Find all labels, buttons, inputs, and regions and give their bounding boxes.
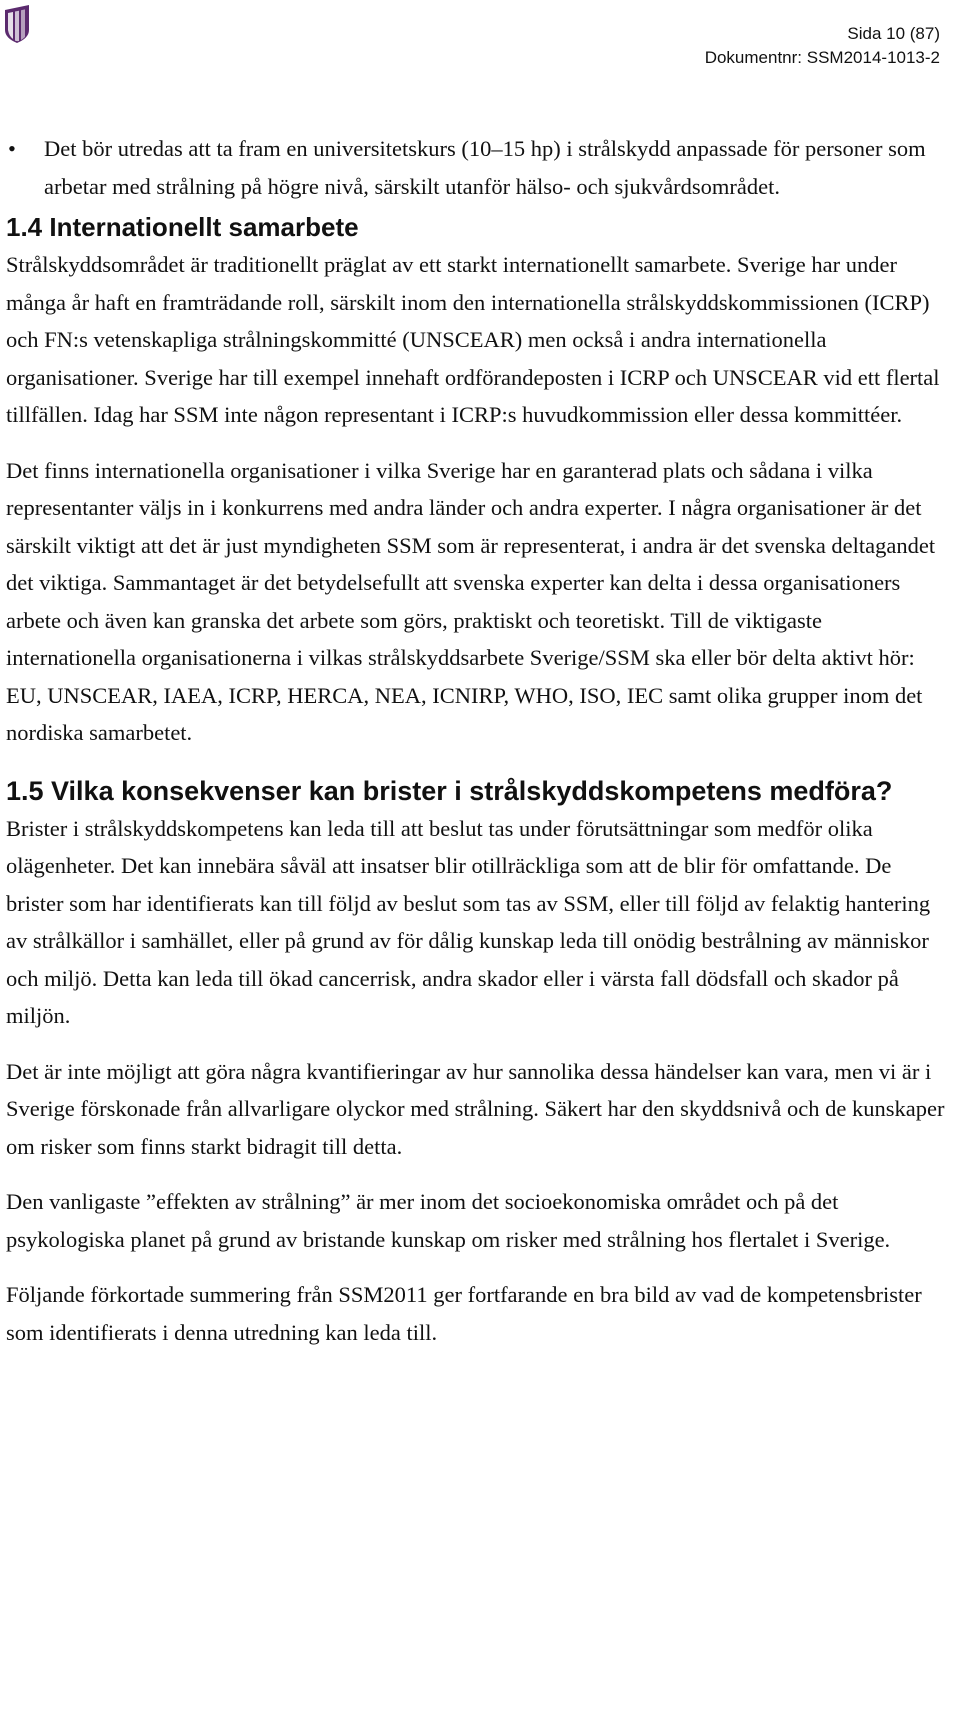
section-heading-1-4: 1.4 Internationellt samarbete <box>6 212 359 242</box>
paragraph: Brister i strålskyddskompetens kan leda till att beslut tas under förutsättningar som medför olika olägenheter. Det kan innebära såväl att insatser blir otillräckliga som att de blir för omfattande. De brister som har identifierats kan till följd av beslut som tas av SSM, eller till följd av felaktig hantering av strålkällor i samhället, eller på grund av för dålig kunskap leda till onödig bestrålning av människor och miljö. Detta kan leda till ökad cancerrisk, andra skador eller i värsta fall dödsfall och skador på miljön. <box>6 815 931 1028</box>
section-heading-1-5: 1.5 Vilka konsekvenser kan brister i strålskyddskompetens medföra? <box>6 775 893 806</box>
bullet-text: Det bör utredas att ta fram en universitetskurs (10–15 hp) i strålskydd anpassade för personer som arbetar med strålning på högre nivå, särskilt utanför hälso- och sjukvårdsområdet. <box>44 136 926 199</box>
ssm-logo-icon <box>4 4 30 44</box>
document-body <box>6 130 946 1351</box>
page-header <box>705 22 940 70</box>
document-number: Dokumentnr: SSM2014-1013-2 <box>704 48 940 67</box>
paragraph: Det är inte möjligt att göra några kvantifieringar av hur sannolika dessa händelser kan vara, men vi är i Sverige förskonade från allvarligare olyckor med strålning. Säkert har den skyddsnivå och de kunskaper om risker som finns starkt bidragit till detta. <box>6 1058 945 1159</box>
bullet-list-item <box>6 130 946 205</box>
paragraph: Det finns internationella organisationer i vilka Sverige har en garanterad plats och sådana i vilka representanter väljs in i konkurrens med andra länder och andra experter. I några organisationer är det särskilt viktigt att det är just myndigheten SSM som är representerat, i andra är det svenska deltagandet det viktiga. Sammantaget är det betydelsefullt att svenska experter kan delta i dessa organisationers arbete och även kan granska det arbete som görs, praktiskt och teoretiskt. Till de viktigaste internationella organisationerna i vilkas strålskyddsarbete Sverige/SSM ska eller bör delta aktivt hör: EU, UNSCEAR, IAEA, ICRP, HERCA, NEA, ICNIRP, WHO, ISO, IEC samt olika grupper inom det nordiska samarbetet. <box>6 457 936 745</box>
paragraph: Följande förkortade summering från SSM2011 ger fortfarande en bra bild av vad de kompetensbrister som identifierats i denna utredning kan leda till. <box>6 1282 922 1345</box>
paragraph: Strålskyddsområdet är traditionellt präglat av ett starkt internationellt samarbete. Sverige har under många år haft en framträdande roll, särskilt inom den internationella strålskyddskommissionen (ICRP) och FN:s vetenskapliga strålningskommitté (UNSCEAR) men också i andra internationella organisationer. Sverige har till exempel innehaft ordförandeposten i ICRP och UNSCEAR vid ett flertal tillfällen. Idag har SSM inte någon representant i ICRP:s huvudkommission eller dessa kommittéer. <box>6 252 940 427</box>
bullet-icon: • <box>8 136 16 161</box>
page-number: Sida 10 (87) <box>847 24 940 43</box>
paragraph: Den vanligaste ”effekten av strålning” är mer inom det socioekonomiska området och på det psykologiska planet på grund av bristande kunskap om risker med strålning hos flertalet i Sverige. <box>6 1189 891 1252</box>
